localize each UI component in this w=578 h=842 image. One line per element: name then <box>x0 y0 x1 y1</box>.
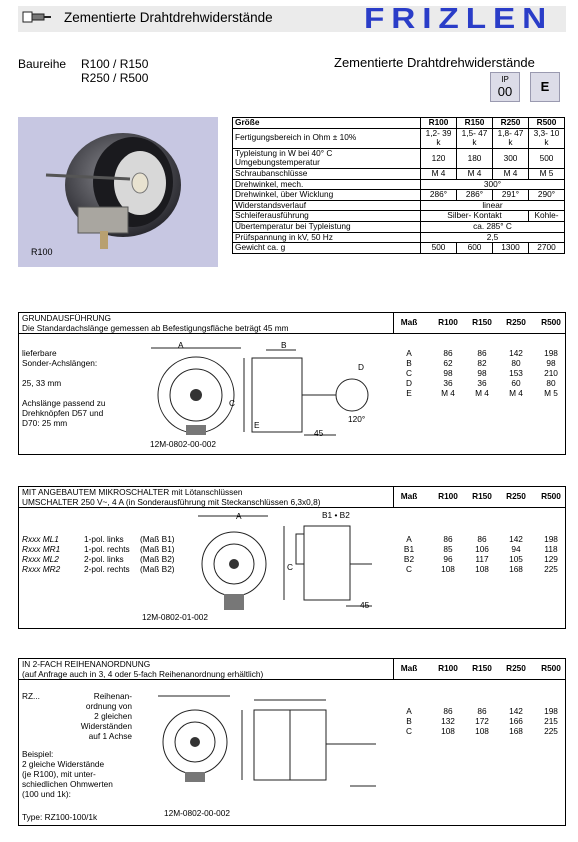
value: 62 <box>443 358 453 368</box>
row-label: Prüfspannung in kV, 50 Hz <box>233 232 421 243</box>
cell: 290° <box>529 190 565 201</box>
value: 86 <box>477 706 487 716</box>
value: 82 <box>477 358 487 368</box>
cell: 120 <box>421 148 457 168</box>
cell: 600 <box>457 243 493 254</box>
cell: 286° <box>421 190 457 201</box>
sec3-r250-col <box>500 706 532 736</box>
value: 108 <box>475 564 489 574</box>
cell: Kohle- <box>529 211 565 222</box>
value: 198 <box>544 706 558 716</box>
table-row <box>233 148 565 168</box>
cell: 1,5- 47 k <box>457 128 493 148</box>
spec-col-r500: R500 <box>529 118 565 129</box>
brand-logo: FRIZLEN <box>364 3 554 35</box>
series-line-2: R250 / R500 <box>81 71 149 85</box>
table-row <box>233 190 565 201</box>
type-code: Rxxx ML2 <box>22 554 59 564</box>
type-row <box>22 544 175 554</box>
dim-b: B <box>281 340 287 350</box>
desc-line: auf 1 Achse <box>88 731 132 741</box>
spec-table <box>232 117 565 254</box>
spec-col-r100: R100 <box>421 118 457 129</box>
ip-badge <box>490 72 520 102</box>
row-label: Übertemperatur bei Typleistung <box>233 221 421 232</box>
desc-line: ordnung von <box>85 701 132 711</box>
page-subtitle: Zementierte Drahtdrehwiderstände <box>334 55 535 70</box>
value: 80 <box>511 358 521 368</box>
cell: 1,8- 47 k <box>493 128 529 148</box>
col-r150: R150 <box>472 317 492 327</box>
table-row <box>233 200 565 211</box>
sec3-r100-col <box>432 706 464 736</box>
sec3-subtitle: (auf Anfrage auch in 3, 4 oder 5-fach Reihenanordnung erhältlich) <box>22 669 264 679</box>
sec3-r500-col <box>535 706 567 736</box>
value: 166 <box>509 716 523 726</box>
note-line: lieferbare <box>22 348 57 358</box>
type-mass: (Maß B1) <box>140 534 175 544</box>
value: 142 <box>509 348 523 358</box>
row-label: Drehwinkel, mech. <box>233 179 421 190</box>
value: 153 <box>509 368 523 378</box>
col-r100: R100 <box>438 491 458 501</box>
type-row <box>22 554 175 564</box>
row-label: Drehwinkel, über Wicklung <box>233 190 421 201</box>
value: 168 <box>509 564 523 574</box>
type-row <box>22 564 175 574</box>
type-mass: (Maß B1) <box>140 544 175 554</box>
type-desc: 2-pol. links <box>84 554 124 564</box>
value: C <box>406 564 412 574</box>
value: E <box>406 388 412 398</box>
dim-45: 45 <box>314 428 324 438</box>
col-mass: Maß <box>400 663 418 673</box>
dim-c: C <box>229 398 235 408</box>
cell: 1300 <box>493 243 529 254</box>
value: 142 <box>509 534 523 544</box>
series-line-1: R100 / R150 <box>81 57 149 71</box>
header-title: Zementierte Drahtdrehwiderstände <box>64 10 273 25</box>
table-row <box>233 221 565 232</box>
cell: 1,2- 39 k <box>421 128 457 148</box>
type-mass: (Maß B2) <box>140 554 175 564</box>
example-line: (100 und 1k): <box>22 789 71 799</box>
cell: linear <box>421 200 565 211</box>
value: M 4 <box>509 388 523 398</box>
example-line: schiedlichen Ohmwerten <box>22 779 113 789</box>
ip-label: IP <box>501 75 509 84</box>
value: C <box>406 726 412 736</box>
note-line: D70: 25 mm <box>22 418 68 428</box>
drawing-code: 12M-0802-00-002 <box>164 808 230 818</box>
col-r150: R150 <box>472 663 492 673</box>
value: C <box>406 368 412 378</box>
value: 86 <box>443 706 453 716</box>
value: 142 <box>509 706 523 716</box>
col-r100: R100 <box>438 317 458 327</box>
table-row <box>233 128 565 148</box>
sec2-types <box>22 534 175 574</box>
cell: 500 <box>421 243 457 254</box>
sec3-type: Type: RZ100-100/1k <box>22 812 98 822</box>
table-row <box>233 179 565 190</box>
sec3-desc <box>68 691 132 741</box>
value: B <box>406 358 412 368</box>
value: 94 <box>511 544 521 554</box>
table-row <box>233 168 565 179</box>
sec1-r150-col <box>466 348 498 398</box>
value: B1 <box>403 544 415 554</box>
value: 86 <box>443 534 453 544</box>
cell: 286° <box>457 190 493 201</box>
value: 225 <box>544 726 558 736</box>
resistor-photo-image <box>18 117 218 267</box>
desc-line: Reihenan- <box>93 691 132 701</box>
table-row <box>233 243 565 254</box>
sec3-title: IN 2-FACH REIHENANORDNUNG <box>22 659 151 669</box>
col-mass: Maß <box>400 491 418 501</box>
cell: 3,3- 10 k <box>529 128 565 148</box>
value: 96 <box>443 554 453 564</box>
col-r500: R500 <box>541 317 561 327</box>
value: 129 <box>544 554 558 564</box>
type-mass: (Maß B2) <box>140 564 175 574</box>
sec2-subtitle: UMSCHALTER 250 V~, 4 A (in Sonderausführung mit Steckanschlüssen 6,3x0,8) <box>22 497 321 507</box>
desc-line: 2 gleichen <box>94 711 132 721</box>
cell: 291° <box>493 190 529 201</box>
example-line: 2 gleiche Widerstände <box>22 759 105 769</box>
value: 98 <box>546 358 556 368</box>
value: D <box>406 378 412 388</box>
photo-caption: R100 <box>31 247 53 257</box>
value: 198 <box>544 348 558 358</box>
dim-a: A <box>178 340 184 350</box>
sec2-r150-col <box>466 534 498 574</box>
sec1-r500-col <box>535 348 567 398</box>
value: 86 <box>443 348 453 358</box>
value: 60 <box>511 378 521 388</box>
type-desc: 2-pol. rechts <box>84 564 130 574</box>
value: 98 <box>443 368 453 378</box>
sec1-note <box>22 348 106 428</box>
type-code: Rxxx MR2 <box>22 564 61 574</box>
value: 80 <box>546 378 556 388</box>
row-label: Gewicht ca. g <box>233 243 421 254</box>
col-r100: R100 <box>438 663 458 673</box>
value: 105 <box>509 554 523 564</box>
value: 108 <box>475 726 489 736</box>
sec3-r150-col <box>466 706 498 736</box>
sec2-title: MIT ANGEBAUTEM MIKROSCHALTER mit Lötanschlüssen <box>22 487 243 497</box>
value: 118 <box>544 544 558 554</box>
dim-45: 45 <box>360 600 370 610</box>
dim-a: A <box>236 511 242 521</box>
microswitch-dimension-drawing <box>196 512 376 616</box>
col-r250: R250 <box>506 317 526 327</box>
value: 215 <box>544 716 558 726</box>
dim-e: E <box>254 420 260 430</box>
type-code: Rxxx ML1 <box>22 534 59 544</box>
series-label: Baureihe <box>18 57 67 71</box>
cell: M 4 <box>457 168 493 179</box>
row-label: Typleistung in W bei 40° C Umgebungstemperatur <box>233 148 421 168</box>
desc-line: Widerständen <box>80 721 132 731</box>
row-label: Schleiferausführung <box>233 211 421 222</box>
cell: 300° <box>421 179 565 190</box>
note-line: Achslänge passend zu <box>22 398 106 408</box>
class-badge: E <box>530 72 560 102</box>
value: M 4 <box>441 388 455 398</box>
value: 210 <box>544 368 558 378</box>
value: 117 <box>475 554 489 564</box>
sec1-r250-col <box>500 348 532 398</box>
value: 132 <box>441 716 455 726</box>
value: 36 <box>443 378 453 388</box>
sec2-r500-col <box>535 534 567 574</box>
col-r150: R150 <box>472 491 492 501</box>
col-r500: R500 <box>541 491 561 501</box>
cell: Silber- Kontakt <box>421 211 529 222</box>
value: 108 <box>441 564 455 574</box>
dim-c: C <box>287 562 293 572</box>
value: 172 <box>475 716 489 726</box>
sec1-title: GRUNDAUSFÜHRUNG <box>22 313 111 323</box>
sec1-subtitle: Die Standardachslänge gemessen ab Befestigungsfläche beträgt 45 mm <box>22 323 289 333</box>
spec-col-r250: R250 <box>493 118 529 129</box>
cell: ca. 285° C <box>421 221 565 232</box>
value: 98 <box>477 368 487 378</box>
cell: 2,5 <box>421 232 565 243</box>
value: 86 <box>477 348 487 358</box>
drawing-code: 12M-0802-00-002 <box>150 439 216 449</box>
value: 225 <box>544 564 558 574</box>
value: B2 <box>403 554 415 564</box>
value: A <box>406 534 412 544</box>
spec-col-r150: R150 <box>457 118 493 129</box>
type-desc: 1-pol. links <box>84 534 124 544</box>
value: 36 <box>477 378 487 388</box>
cell: 180 <box>457 148 493 168</box>
value: 168 <box>509 726 523 736</box>
note-line: Drehknöpfen D57 und <box>22 408 104 418</box>
row-label: Fertigungsbereich in Ohm ± 10% <box>233 128 421 148</box>
type-row <box>22 534 175 544</box>
table-row <box>233 232 565 243</box>
example-line: (je R100), mit unter- <box>22 769 96 779</box>
row-label: Schraubanschlüsse <box>233 168 421 179</box>
cell: 2700 <box>529 243 565 254</box>
sec3-rz: RZ... <box>22 691 40 701</box>
cell: M 5 <box>529 168 565 179</box>
value: A <box>406 348 412 358</box>
spec-header-row <box>233 118 565 129</box>
note-line: Sonder-Achslängen: <box>22 358 98 368</box>
type-code: Rxxx MR1 <box>22 544 61 554</box>
series-values <box>81 57 148 85</box>
resistor-logo-icon <box>22 9 52 27</box>
spec-col-size: Größe <box>233 118 421 129</box>
series-dimension-drawing <box>150 692 380 804</box>
sec3-example <box>22 749 113 799</box>
dim-d: D <box>358 362 364 372</box>
cell: 500 <box>529 148 565 168</box>
sec1-mass-col <box>396 348 422 398</box>
sec1-r100-col <box>432 348 464 398</box>
value: M 4 <box>475 388 489 398</box>
ip-value: 00 <box>497 84 513 99</box>
table-row <box>233 211 565 222</box>
value: A <box>406 706 412 716</box>
drawing-code: 12M-0802-01-002 <box>142 612 208 622</box>
product-photo <box>18 117 218 267</box>
value: 198 <box>544 534 558 544</box>
sec3-mass-col <box>396 706 422 736</box>
col-r500: R500 <box>541 663 561 673</box>
value: 106 <box>475 544 489 554</box>
row-label: Widerstandsverlauf <box>233 200 421 211</box>
dim-b1-b2: B1 • B2 <box>322 510 350 520</box>
value: 85 <box>443 544 453 554</box>
col-mass: Maß <box>400 317 418 327</box>
col-r250: R250 <box>506 491 526 501</box>
value: M 5 <box>544 388 558 398</box>
cell: M 4 <box>421 168 457 179</box>
sec2-r250-col <box>500 534 532 574</box>
col-r250: R250 <box>506 663 526 673</box>
example-line: Beispiel: <box>22 749 54 759</box>
cell: 300 <box>493 148 529 168</box>
cell: M 4 <box>493 168 529 179</box>
sec2-r100-col <box>432 534 464 574</box>
value: 86 <box>477 534 487 544</box>
type-desc: 1-pol. rechts <box>84 544 130 554</box>
note-line: 25, 33 mm <box>22 378 62 388</box>
value: B <box>406 716 412 726</box>
dim-angle: 120° <box>348 414 366 424</box>
sec2-mass-col <box>396 534 422 574</box>
value: 108 <box>441 726 455 736</box>
